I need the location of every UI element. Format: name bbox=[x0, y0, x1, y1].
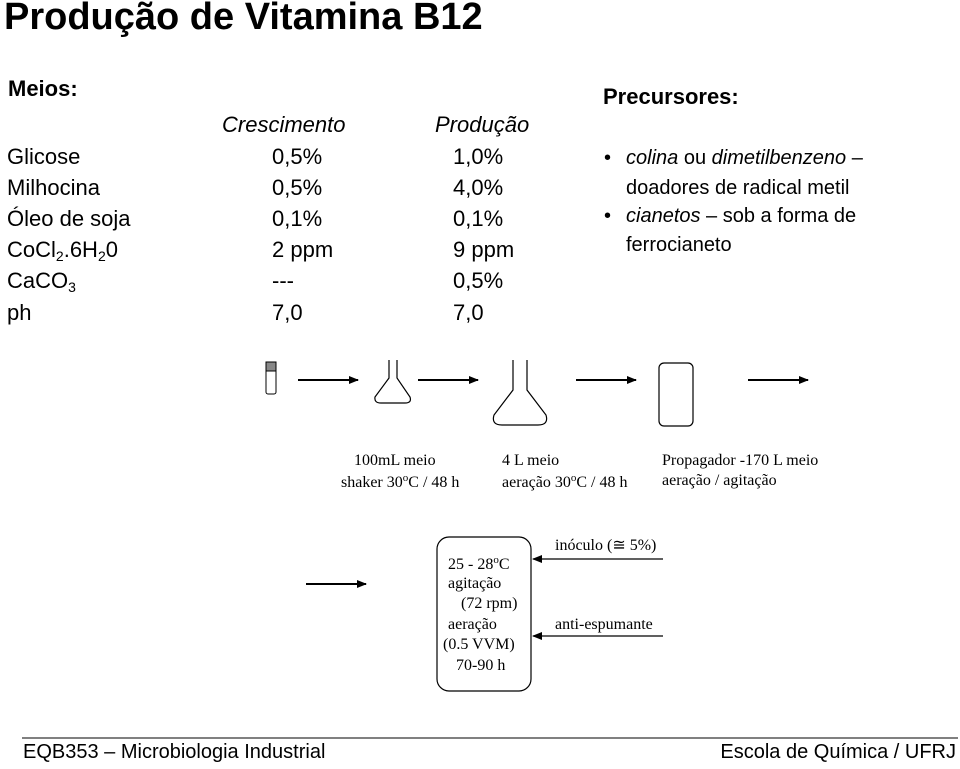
col-header-producao: Produção bbox=[435, 112, 530, 137]
stage3-label-line2: aeração / agitação bbox=[662, 472, 777, 489]
cell-producao: 0,1% bbox=[453, 206, 504, 231]
cell-crescimento: --- bbox=[272, 268, 294, 293]
row-name-ph: ph bbox=[7, 300, 32, 325]
row-name-glicose: Glicose bbox=[7, 144, 81, 169]
cell-crescimento: 7,0 bbox=[272, 300, 303, 325]
cell-producao: 0,5% bbox=[453, 268, 504, 293]
precursor-item-1: • colina ou dimetilbenzeno – bbox=[604, 147, 863, 169]
bullet-icon: • bbox=[604, 147, 612, 169]
cell-crescimento: 2 ppm bbox=[272, 237, 334, 262]
precursor-item-1-line2: doadores de radical metil bbox=[626, 177, 850, 199]
cell-producao: 9 ppm bbox=[453, 237, 515, 262]
precursores-label: Precursores: bbox=[603, 84, 739, 109]
row-name-milhocina: Milhocina bbox=[7, 175, 100, 200]
test-tube-icon bbox=[266, 362, 276, 394]
fermentor-rpm: (72 rpm) bbox=[461, 595, 518, 612]
fermentor-agitacao: agitação bbox=[448, 575, 502, 592]
cell-producao: 7,0 bbox=[453, 300, 484, 325]
propagator-vessel-icon bbox=[659, 363, 693, 426]
cell-producao: 1,0% bbox=[453, 144, 504, 169]
page-title: Produção de Vitamina B12 bbox=[4, 0, 483, 38]
row-name-oleo: Óleo de soja bbox=[7, 206, 131, 231]
meios-label: Meios: bbox=[8, 76, 78, 101]
bullet-icon: • bbox=[604, 205, 612, 227]
cell-crescimento: 0,5% bbox=[272, 175, 323, 200]
inoculo-label: inóculo (≅ 5%) bbox=[555, 537, 657, 554]
footer-course: EQB353 – Microbiologia Industrial bbox=[23, 741, 326, 763]
antiespumante-label: anti-espumante bbox=[555, 616, 653, 633]
stage1-label-line1: 100mL meio bbox=[354, 452, 436, 469]
col-header-crescimento: Crescimento bbox=[222, 112, 346, 137]
precursor-item-2: • cianetos – sob a forma de bbox=[604, 205, 857, 227]
stage3-label-line1: Propagador -170 L meio bbox=[662, 452, 819, 469]
cell-crescimento: 0,1% bbox=[272, 206, 323, 231]
row-name-cocl2: $CoCl_2.6H_20$ bbox=[7, 237, 118, 264]
fermentor-tempo: 70-90 h bbox=[456, 657, 506, 674]
footer-institution: Escola de Química / UFRJ bbox=[720, 741, 956, 763]
large-flask-icon bbox=[493, 360, 546, 425]
cell-crescimento: 0,5% bbox=[272, 144, 323, 169]
fermentor-vvm: (0.5 VVM) bbox=[443, 636, 515, 653]
stage1-label-line2: shaker 30$^o$C / 48 h bbox=[341, 472, 460, 491]
stage2-label-line1: 4 L meio bbox=[502, 452, 560, 469]
cell-producao: 4,0% bbox=[453, 175, 504, 200]
row-name-caco3: CaCO$_3$ bbox=[7, 268, 76, 295]
precursor-item-2-line2: ferrocianeto bbox=[626, 234, 732, 256]
stage2-label-line2: aeração 30$^o$C / 48 h bbox=[502, 472, 628, 491]
fermentor-temperature: 25 - 28$^o$C bbox=[448, 554, 510, 573]
fermentor-aeracao: aeração bbox=[448, 616, 497, 633]
small-flask-icon bbox=[375, 360, 411, 403]
